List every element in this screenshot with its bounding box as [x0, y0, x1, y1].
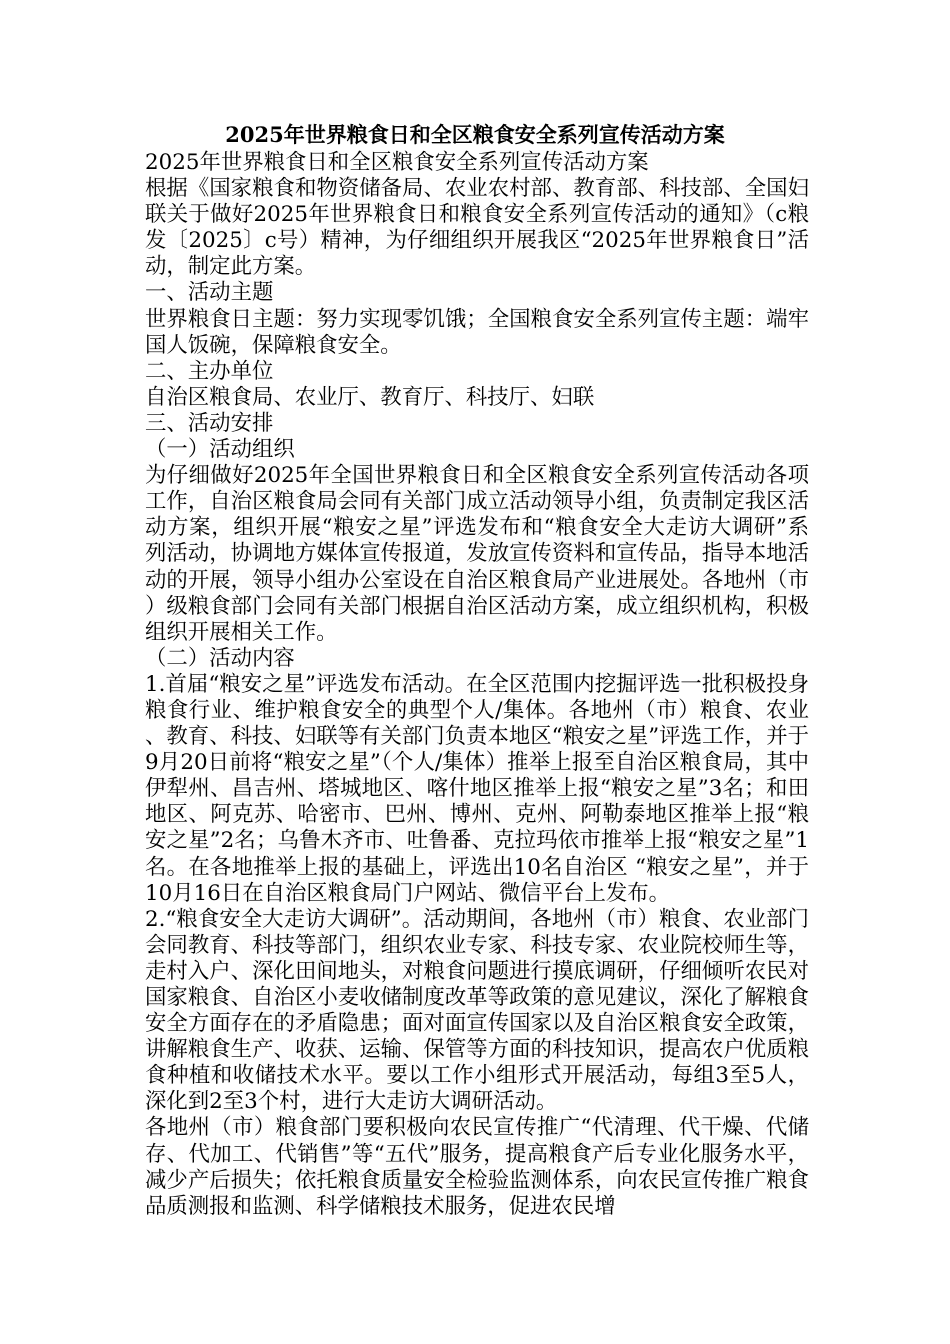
document-title: 2025年世界粮食日和全区粮食安全系列宣传活动方案	[225, 122, 725, 147]
subsection-heading-content: （二）活动内容	[145, 645, 295, 671]
organizers-paragraph: 自治区粮食局、农业厅、教育厅、科技厅、妇联	[145, 384, 595, 410]
theme-paragraph: 世界粮食日主题：努力实现零饥饿；全国粮食安全系列宣传主题：端牢国人饭碗，保障粮食安全。	[145, 306, 809, 358]
organization-paragraph: 为仔细做好2025年全国世界粮食日和全区粮食安全系列宣传活动各项工作，自治区粮食局会同有关部门成立活动领导小组，负责制定我区活动方案，组织开展“粮安之星”评选发布和“粮食安全大走访大调研”系列活动，协调地方媒体宣传报道，发放宣传资料和宣传品，指导本地活动的开展，领导小组办公室设在自治区粮食局产业进展处。各地州（市）级粮食部门会同有关部门根据自治区活动方案，成立组织机构，积极组织开展相关工作。	[145, 463, 809, 645]
services-paragraph: 各地州（市）粮食部门要积极向农民宣传推广“代清理、代干燥、代储存、代加工、代销售”等“五代”服务，提高粮食产后专业化服务水平，减少产后损失；依托粮食质量安全检验监测体系，向农民宣传推广粮食品质测报和监测、科学储粮技术服务，促进农民增	[145, 1115, 809, 1219]
section-heading-organizers: 二、主办单位	[145, 358, 274, 384]
content-item-1-paragraph: 1.首届“粮安之星”评选发布活动。在全区范围内挖掘评选一批积极投身粮食行业、维护粮食安全的典型个人/集体。各地州（市）粮食、农业、教育、科技、妇联等有关部门负责本地区“粮安之星”评选工作，并于9月20日前将“粮安之星”（个人/集体）推举上报至自治区粮食局，其中伊犁州、昌吉州、塔城地区、喀什地区推举上报“粮安之星”3名；和田地区、阿克苏、哈密市、巴州、博州、克州、阿勒泰地区推举上报“粮安之星”2名；乌鲁木齐市、吐鲁番、克拉玛依市推举上报“粮安之星”1名。在各地推举上报的基础上，评选出10名自治区 “粮安之星”，并于10月16日在自治区粮食局门户网站、微信平台上发布。	[145, 671, 809, 906]
content-item-2-paragraph: 2.“粮食安全大走访大调研”。活动期间，各地州（市）粮食、农业部门会同教育、科技等部门，组织农业专家、科技专家、农业院校师生等，走村入户、深化田间地头，对粮食问题进行摸底调研，仔细倾听农民对国家粮食、自治区小麦收储制度改革等政策的意见建议，深化了解粮食安全方面存在的矛盾隐患；面对面宣传国家以及自治区粮食安全政策，讲解粮食生产、收获、运输、保管等方面的科技知识，提高农户优质粮食种植和收储技术水平。要以工作小组形式开展活动，每组3至5人，深化到2至3个村，进行大走访大调研活动。	[145, 906, 809, 1115]
intro-paragraph: 根据《国家粮食和物资储备局、农业农村部、教育部、科技部、全国妇联关于做好2025年世界粮食日和粮食安全系列宣传活动的通知》（c粮发〔2025〕c号）精神，为仔细组织开展我区“2025年世界粮食日”活动，制定此方案。	[145, 176, 809, 280]
section-heading-arrangement: 三、活动安排	[145, 410, 274, 436]
subtitle-paragraph: 2025年世界粮食日和全区粮食安全系列宣传活动方案	[145, 150, 649, 175]
subsection-heading-organization: （一）活动组织	[145, 437, 295, 463]
document-body	[145, 150, 809, 1220]
section-heading-theme: 一、活动主题	[145, 280, 274, 306]
